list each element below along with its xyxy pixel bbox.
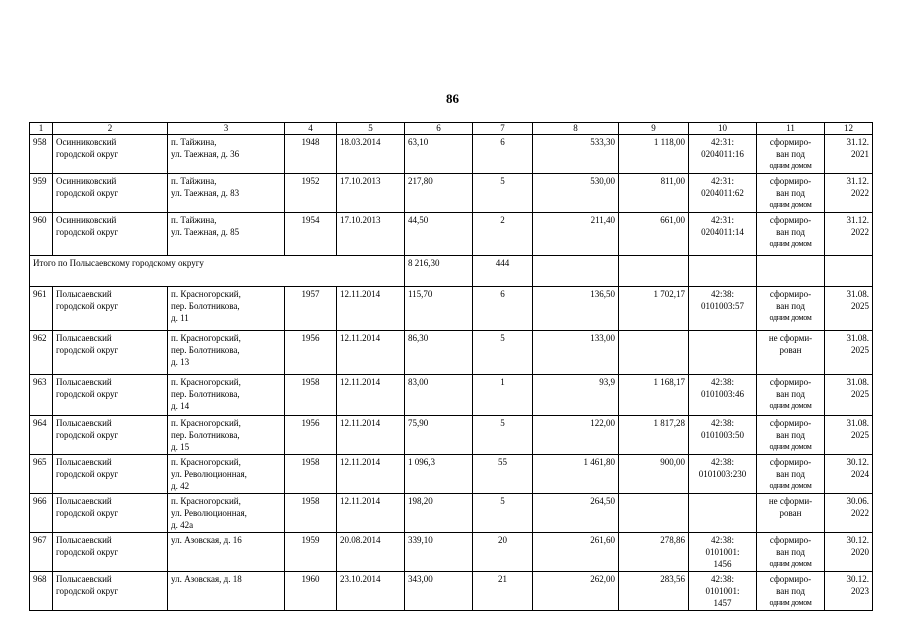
deadline-cell bbox=[825, 494, 873, 533]
sum-cell: 900,00 bbox=[619, 455, 689, 494]
cadastral-cell bbox=[689, 416, 757, 455]
municipality-cell-line: городской округ bbox=[56, 586, 119, 596]
status-cell bbox=[757, 533, 825, 572]
cadastral-cell-line: 1456 bbox=[713, 559, 732, 569]
area-cell: 115,70 bbox=[405, 287, 473, 331]
address-cell bbox=[168, 174, 285, 213]
municipality-cell bbox=[53, 375, 168, 416]
date-cell: 20.08.2014 bbox=[337, 533, 405, 572]
cadastral-cell bbox=[689, 174, 757, 213]
cadastral-cell-line: 0204011:16 bbox=[701, 149, 744, 159]
area-cell: 217,80 bbox=[405, 174, 473, 213]
cost-cell: 264,50 bbox=[533, 494, 619, 533]
sum-cell: 811,00 bbox=[619, 174, 689, 213]
deadline-cell-line: 2025 bbox=[851, 345, 869, 355]
page-number: 86 bbox=[446, 91, 459, 106]
cost-cell: 530,00 bbox=[533, 174, 619, 213]
record-number: 963 bbox=[30, 375, 53, 416]
deadline-cell bbox=[825, 287, 873, 331]
address-cell-line: п. Тайжина, bbox=[171, 176, 217, 186]
cost-cell: 211,40 bbox=[533, 213, 619, 256]
status-cell-line: ван под bbox=[776, 188, 805, 198]
deadline-cell-line: 2022 bbox=[851, 188, 869, 198]
residents-cell: 21 bbox=[473, 572, 533, 611]
cadastral-cell bbox=[689, 331, 757, 375]
date-cell: 18.03.2014 bbox=[337, 135, 405, 174]
date-cell: 12.11.2014 bbox=[337, 416, 405, 455]
municipality-cell-line: городской округ bbox=[56, 430, 119, 440]
municipality-cell-line: Полысаевский bbox=[56, 418, 112, 428]
cadastral-cell-line: 42:38: bbox=[710, 418, 734, 428]
area-cell: 63,10 bbox=[405, 135, 473, 174]
date-cell: 12.11.2014 bbox=[337, 287, 405, 331]
table-row bbox=[30, 213, 873, 256]
residents-cell: 5 bbox=[473, 174, 533, 213]
municipality-cell-line: городской округ bbox=[56, 188, 119, 198]
sum-cell: 661,00 bbox=[619, 213, 689, 256]
status-cell-line: одним домом bbox=[769, 442, 812, 451]
status-cell-line: ван под bbox=[776, 430, 805, 440]
sum-cell: 1 702,17 bbox=[619, 287, 689, 331]
status-cell-line: одним домом bbox=[769, 481, 812, 490]
address-cell-line: д. 42 bbox=[171, 481, 190, 491]
cadastral-cell-line: 42:31: bbox=[710, 215, 734, 225]
cost-cell: 262,00 bbox=[533, 572, 619, 611]
cadastral-cell bbox=[689, 375, 757, 416]
record-number: 968 bbox=[30, 572, 53, 611]
status-cell-line: не сформи- bbox=[768, 496, 813, 506]
address-cell-line: пер. Болотникова, bbox=[171, 345, 240, 355]
record-number: 962 bbox=[30, 331, 53, 375]
address-cell-line: ул. Азовская, д. 16 bbox=[171, 535, 242, 545]
cadastral-cell-line: 0101003:230 bbox=[698, 469, 747, 479]
table-row bbox=[30, 375, 873, 416]
status-cell-line: одним домом bbox=[769, 598, 812, 607]
status-cell-line: ван под bbox=[776, 469, 805, 479]
total-empty-cell bbox=[757, 256, 825, 287]
residents-cell: 6 bbox=[473, 135, 533, 174]
status-cell-line: одним домом bbox=[769, 559, 812, 568]
year-cell: 1960 bbox=[285, 572, 337, 611]
cadastral-cell-line: 0101003:50 bbox=[700, 430, 744, 440]
deadline-cell bbox=[825, 213, 873, 256]
address-cell-line: д. 14 bbox=[171, 401, 190, 411]
address-cell-line: п. Тайжина, bbox=[171, 215, 217, 225]
area-cell: 83,00 bbox=[405, 375, 473, 416]
table-row bbox=[30, 455, 873, 494]
deadline-cell-line: 31.08. bbox=[846, 377, 869, 387]
status-cell-line: сформиро- bbox=[769, 176, 812, 186]
column-number: 11 bbox=[757, 123, 825, 135]
status-cell bbox=[757, 375, 825, 416]
residents-cell: 55 bbox=[473, 455, 533, 494]
deadline-cell-line: 31.12. bbox=[846, 215, 869, 225]
municipality-cell-line: Полысаевский bbox=[56, 574, 112, 584]
municipality-cell-line: городской округ bbox=[56, 301, 119, 311]
column-number: 12 bbox=[825, 123, 873, 135]
municipality-cell-line: Полысаевский bbox=[56, 289, 112, 299]
status-cell bbox=[757, 213, 825, 256]
deadline-cell-line: 2021 bbox=[851, 149, 869, 159]
cadastral-cell-line: 42:31: bbox=[710, 176, 734, 186]
status-cell-line: одним домом bbox=[769, 161, 812, 170]
year-cell: 1956 bbox=[285, 331, 337, 375]
cadastral-cell-line: 0101003:57 bbox=[700, 301, 744, 311]
status-cell-line: ван под bbox=[776, 301, 805, 311]
cost-cell: 533,30 bbox=[533, 135, 619, 174]
sum-cell: 1 817,28 bbox=[619, 416, 689, 455]
municipality-cell-line: Осинниковский bbox=[56, 215, 117, 225]
sum-cell bbox=[619, 331, 689, 375]
cadastral-cell-line: 0101003:46 bbox=[700, 389, 744, 399]
status-cell bbox=[757, 455, 825, 494]
status-cell-line: сформиро- bbox=[769, 215, 812, 225]
address-cell bbox=[168, 331, 285, 375]
deadline-cell-line: 2022 bbox=[851, 508, 869, 518]
deadline-cell-line: 30.12. bbox=[846, 574, 869, 584]
municipality-cell bbox=[53, 533, 168, 572]
area-cell: 198,20 bbox=[405, 494, 473, 533]
table-row bbox=[30, 174, 873, 213]
year-cell: 1958 bbox=[285, 455, 337, 494]
address-cell-line: ул. Таежная, д. 36 bbox=[171, 149, 240, 159]
deadline-cell bbox=[825, 375, 873, 416]
cost-cell: 133,00 bbox=[533, 331, 619, 375]
status-cell-line: сформиро- bbox=[769, 574, 812, 584]
deadline-cell-line: 30.06. bbox=[846, 496, 869, 506]
municipality-cell bbox=[53, 455, 168, 494]
status-cell-line: ван под bbox=[776, 586, 805, 596]
municipality-cell bbox=[53, 416, 168, 455]
address-cell-line: д. 15 bbox=[171, 442, 190, 452]
sum-cell: 283,56 bbox=[619, 572, 689, 611]
cadastral-cell-line: 42:38: bbox=[710, 535, 734, 545]
deadline-cell-line: 2025 bbox=[851, 430, 869, 440]
column-number: 8 bbox=[533, 123, 619, 135]
address-cell-line: п. Красногорский, bbox=[171, 418, 241, 428]
residents-cell: 5 bbox=[473, 494, 533, 533]
table-row bbox=[30, 572, 873, 611]
municipality-cell-line: Полысаевский bbox=[56, 496, 112, 506]
municipality-cell-line: Полысаевский bbox=[56, 377, 112, 387]
municipality-cell bbox=[53, 572, 168, 611]
year-cell: 1957 bbox=[285, 287, 337, 331]
record-number: 966 bbox=[30, 494, 53, 533]
deadline-cell-line: 2025 bbox=[851, 301, 869, 311]
municipality-cell bbox=[53, 287, 168, 331]
status-cell-line: рован bbox=[779, 508, 802, 518]
record-number: 958 bbox=[30, 135, 53, 174]
address-cell-line: ул. Азовская, д. 18 bbox=[171, 574, 242, 584]
sum-cell: 1 118,00 bbox=[619, 135, 689, 174]
status-cell bbox=[757, 494, 825, 533]
deadline-cell-line: 31.08. bbox=[846, 289, 869, 299]
date-cell: 23.10.2014 bbox=[337, 572, 405, 611]
residents-cell: 5 bbox=[473, 416, 533, 455]
status-cell bbox=[757, 331, 825, 375]
deadline-cell-line: 2020 bbox=[851, 547, 869, 557]
residents-cell: 1 bbox=[473, 375, 533, 416]
deadline-cell bbox=[825, 331, 873, 375]
municipality-cell-line: Полысаевский bbox=[56, 333, 112, 343]
address-cell-line: п. Красногорский, bbox=[171, 496, 241, 506]
total-empty-cell bbox=[619, 256, 689, 287]
column-number: 9 bbox=[619, 123, 689, 135]
municipality-cell-line: городской округ bbox=[56, 149, 119, 159]
municipality-cell bbox=[53, 135, 168, 174]
cadastral-cell-line: 42:31: bbox=[710, 137, 734, 147]
cadastral-cell bbox=[689, 287, 757, 331]
total-area: 8 216,30 bbox=[405, 256, 473, 287]
status-cell bbox=[757, 135, 825, 174]
cadastral-cell-line: 42:38: bbox=[710, 289, 734, 299]
status-cell-line: сформиро- bbox=[769, 457, 812, 467]
address-cell-line: п. Красногорский, bbox=[171, 457, 241, 467]
deadline-cell-line: 31.08. bbox=[846, 418, 869, 428]
area-cell: 75,90 bbox=[405, 416, 473, 455]
address-cell-line: ул. Революционная, bbox=[171, 508, 247, 518]
deadline-cell-line: 31.12. bbox=[846, 176, 869, 186]
address-cell-line: п. Красногорский, bbox=[171, 333, 241, 343]
address-cell-line: п. Красногорский, bbox=[171, 377, 241, 387]
status-cell bbox=[757, 416, 825, 455]
municipality-cell-line: городской округ bbox=[56, 345, 119, 355]
cadastral-cell-line: 42:38: bbox=[710, 574, 734, 584]
address-cell bbox=[168, 533, 285, 572]
status-cell-line: одним домом bbox=[769, 313, 812, 322]
address-cell bbox=[168, 213, 285, 256]
status-cell-line: рован bbox=[779, 345, 802, 355]
column-number: 4 bbox=[285, 123, 337, 135]
deadline-cell-line: 30.12. bbox=[846, 457, 869, 467]
cadastral-cell-line: 1457 bbox=[713, 598, 732, 608]
cost-cell: 122,00 bbox=[533, 416, 619, 455]
deadline-cell bbox=[825, 416, 873, 455]
date-cell: 12.11.2014 bbox=[337, 455, 405, 494]
address-cell-line: д. 13 bbox=[171, 357, 190, 367]
cost-cell: 93,9 bbox=[533, 375, 619, 416]
area-cell: 339,10 bbox=[405, 533, 473, 572]
address-cell-line: п. Тайжина, bbox=[171, 137, 217, 147]
cadastral-cell-line: 42:38: bbox=[710, 457, 734, 467]
address-cell bbox=[168, 375, 285, 416]
municipality-cell-line: Осинниковский bbox=[56, 137, 117, 147]
cadastral-cell-line: 0101001: bbox=[705, 586, 740, 596]
status-cell-line: сформиро- bbox=[769, 377, 812, 387]
date-cell: 17.10.2013 bbox=[337, 213, 405, 256]
status-cell bbox=[757, 287, 825, 331]
table-row bbox=[30, 416, 873, 455]
year-cell: 1954 bbox=[285, 213, 337, 256]
status-cell-line: ван под bbox=[776, 149, 805, 159]
deadline-cell bbox=[825, 572, 873, 611]
deadline-cell-line: 2022 bbox=[851, 227, 869, 237]
status-cell-line: не сформи- bbox=[768, 333, 813, 343]
status-cell bbox=[757, 572, 825, 611]
address-cell-line: ул. Таежная, д. 83 bbox=[171, 188, 240, 198]
municipality-cell-line: Осинниковский bbox=[56, 176, 117, 186]
date-cell: 12.11.2014 bbox=[337, 494, 405, 533]
municipality-cell bbox=[53, 174, 168, 213]
sum-cell bbox=[619, 494, 689, 533]
address-cell-line: пер. Болотникова, bbox=[171, 301, 240, 311]
deadline-cell-line: 2024 bbox=[851, 469, 869, 479]
year-cell: 1952 bbox=[285, 174, 337, 213]
column-number: 10 bbox=[689, 123, 757, 135]
deadline-cell-line: 31.08. bbox=[846, 333, 869, 343]
year-cell: 1958 bbox=[285, 494, 337, 533]
address-cell-line: пер. Болотникова, bbox=[171, 430, 240, 440]
municipality-cell-line: Полысаевский bbox=[56, 535, 112, 545]
address-cell bbox=[168, 287, 285, 331]
cadastral-cell bbox=[689, 572, 757, 611]
deadline-cell-line: 31.12. bbox=[846, 137, 869, 147]
status-cell-line: сформиро- bbox=[769, 418, 812, 428]
total-empty-cell bbox=[825, 256, 873, 287]
cost-cell: 1 461,80 bbox=[533, 455, 619, 494]
cadastral-cell bbox=[689, 494, 757, 533]
residents-cell: 6 bbox=[473, 287, 533, 331]
deadline-cell-line: 30.12. bbox=[846, 535, 869, 545]
area-cell: 1 096,3 bbox=[405, 455, 473, 494]
deadline-cell bbox=[825, 135, 873, 174]
address-cell bbox=[168, 416, 285, 455]
column-number: 1 bbox=[30, 123, 53, 135]
address-cell bbox=[168, 455, 285, 494]
table-row bbox=[30, 331, 873, 375]
deadline-cell bbox=[825, 533, 873, 572]
sum-cell: 278,86 bbox=[619, 533, 689, 572]
deadline-cell bbox=[825, 174, 873, 213]
deadline-cell-line: 2023 bbox=[851, 586, 869, 596]
sum-cell: 1 168,17 bbox=[619, 375, 689, 416]
cadastral-cell-line: 0101001: bbox=[705, 547, 740, 557]
date-cell: 17.10.2013 bbox=[337, 174, 405, 213]
table-row bbox=[30, 287, 873, 331]
status-cell-line: одним домом bbox=[769, 239, 812, 248]
address-cell-line: п. Красногорский, bbox=[171, 289, 241, 299]
record-number: 965 bbox=[30, 455, 53, 494]
table-row bbox=[30, 494, 873, 533]
column-number-row bbox=[30, 123, 873, 135]
address-cell bbox=[168, 135, 285, 174]
total-label: Итого по Полысаевскому городскому округу bbox=[30, 256, 405, 287]
municipality-cell bbox=[53, 213, 168, 256]
address-cell-line: ул. Таежная, д. 85 bbox=[171, 227, 240, 237]
status-cell-line: сформиро- bbox=[769, 535, 812, 545]
total-empty-cell bbox=[689, 256, 757, 287]
address-cell bbox=[168, 572, 285, 611]
municipality-cell-line: городской округ bbox=[56, 469, 119, 479]
status-cell-line: ван под bbox=[776, 227, 805, 237]
address-cell-line: пер. Болотникова, bbox=[171, 389, 240, 399]
column-number: 5 bbox=[337, 123, 405, 135]
residents-cell: 20 bbox=[473, 533, 533, 572]
table-row bbox=[30, 135, 873, 174]
municipality-cell-line: городской округ bbox=[56, 508, 119, 518]
address-cell-line: д. 11 bbox=[171, 313, 189, 323]
total-empty-cell bbox=[533, 256, 619, 287]
cadastral-cell-line: 42:38: bbox=[710, 377, 734, 387]
cadastral-cell-line: 0204011:62 bbox=[701, 188, 744, 198]
cadastral-cell bbox=[689, 135, 757, 174]
column-number: 2 bbox=[53, 123, 168, 135]
record-number: 964 bbox=[30, 416, 53, 455]
cadastral-cell bbox=[689, 533, 757, 572]
municipality-cell-line: городской округ bbox=[56, 389, 119, 399]
date-cell: 12.11.2014 bbox=[337, 375, 405, 416]
total-row bbox=[30, 256, 873, 287]
address-cell bbox=[168, 494, 285, 533]
residents-cell: 5 bbox=[473, 331, 533, 375]
status-cell-line: сформиро- bbox=[769, 137, 812, 147]
column-number: 3 bbox=[168, 123, 285, 135]
area-cell: 343,00 bbox=[405, 572, 473, 611]
status-cell bbox=[757, 174, 825, 213]
table-row bbox=[30, 533, 873, 572]
cadastral-cell-line: 0204011:14 bbox=[701, 227, 744, 237]
status-cell-line: ван под bbox=[776, 547, 805, 557]
deadline-cell bbox=[825, 455, 873, 494]
cost-cell: 136,50 bbox=[533, 287, 619, 331]
address-cell-line: ул. Революционная, bbox=[171, 469, 247, 479]
year-cell: 1956 bbox=[285, 416, 337, 455]
residents-cell: 2 bbox=[473, 213, 533, 256]
address-cell-line: д. 42а bbox=[171, 520, 194, 530]
deadline-cell-line: 2025 bbox=[851, 389, 869, 399]
record-number: 967 bbox=[30, 533, 53, 572]
year-cell: 1948 bbox=[285, 135, 337, 174]
column-number: 6 bbox=[405, 123, 473, 135]
status-cell-line: сформиро- bbox=[769, 289, 812, 299]
date-cell: 12.11.2014 bbox=[337, 331, 405, 375]
municipality-cell-line: Полысаевский bbox=[56, 457, 112, 467]
area-cell: 44,50 bbox=[405, 213, 473, 256]
status-cell-line: одним домом bbox=[769, 401, 812, 410]
year-cell: 1959 bbox=[285, 533, 337, 572]
status-cell-line: одним домом bbox=[769, 200, 812, 209]
record-number: 960 bbox=[30, 213, 53, 256]
status-cell-line: ван под bbox=[776, 389, 805, 399]
year-cell: 1958 bbox=[285, 375, 337, 416]
area-cell: 86,30 bbox=[405, 331, 473, 375]
total-residents: 444 bbox=[473, 256, 533, 287]
record-number: 959 bbox=[30, 174, 53, 213]
cadastral-cell bbox=[689, 455, 757, 494]
column-number: 7 bbox=[473, 123, 533, 135]
cost-cell: 261,60 bbox=[533, 533, 619, 572]
cadastral-cell bbox=[689, 213, 757, 256]
municipality-cell-line: городской округ bbox=[56, 227, 119, 237]
housing-registry-table bbox=[29, 122, 873, 611]
record-number: 961 bbox=[30, 287, 53, 331]
municipality-cell-line: городской округ bbox=[56, 547, 119, 557]
municipality-cell bbox=[53, 331, 168, 375]
municipality-cell bbox=[53, 494, 168, 533]
